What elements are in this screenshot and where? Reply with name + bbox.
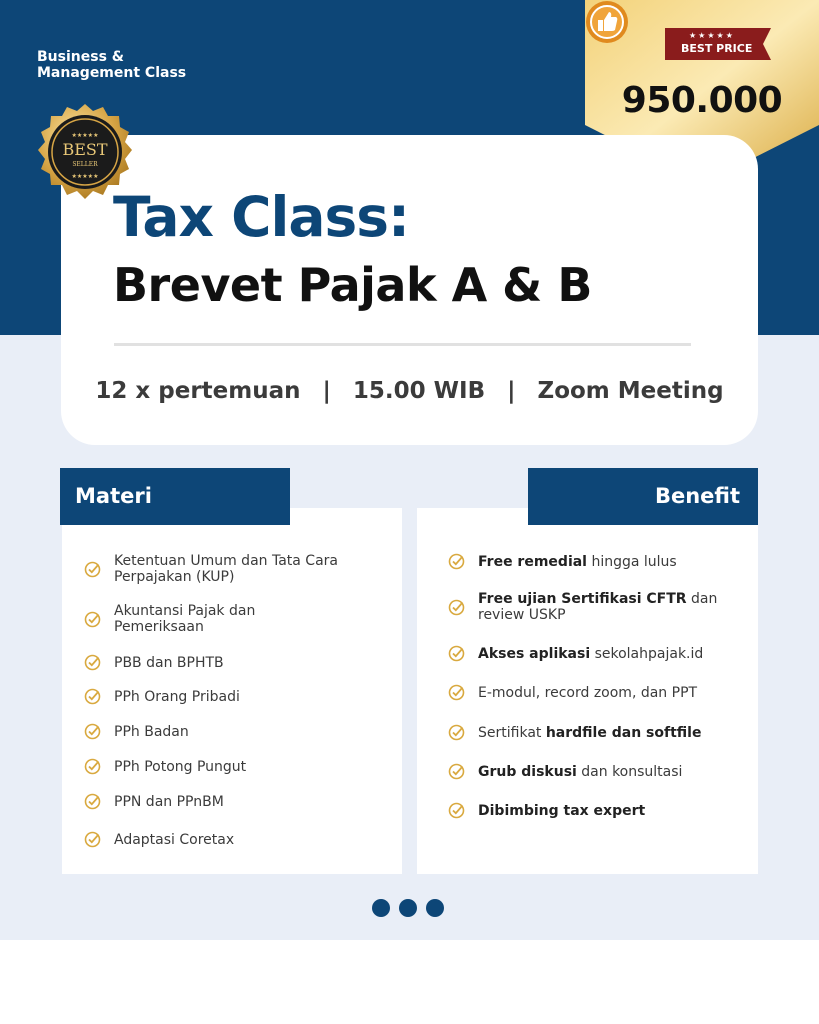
list-item: Grub diskusi dan konsultasi [448,763,748,780]
check-icon [448,763,465,780]
pagination-dot[interactable] [399,899,417,917]
list-item: Free ujian Sertifikasi CFTR dan review USKP [448,591,748,623]
check-icon [84,831,101,848]
check-icon [84,793,101,810]
list-item: Akses aplikasi sekolahpajak.id [448,645,748,662]
list-item: Free remedial hingga lulus [448,553,748,570]
check-icon [448,724,465,741]
divider [114,343,691,346]
best-price-badge: BEST PRICE [681,42,753,55]
pagination-dots [372,899,444,917]
check-icon [84,758,101,775]
svg-text:★★★★★: ★★★★★ [71,173,99,180]
benefit-heading: Benefit [528,468,758,525]
pagination-dot[interactable] [372,899,390,917]
check-icon [448,553,465,570]
check-icon [84,654,101,671]
session-time: 15.00 WIB [352,378,486,404]
list-item: PPh Orang Pribadi [84,688,384,705]
list-item: PPN dan PPnBM [84,793,384,810]
pagination-dot[interactable] [426,899,444,917]
list-item: Ketentuan Umum dan Tata Cara Perpajakan (KUP) [84,553,384,585]
separator: | [507,378,516,404]
list-item: E-modul, record zoom, dan PPT [448,684,748,701]
course-title: Tax Class: [113,185,409,249]
list-item: Adaptasi Coretax [84,831,384,848]
check-icon [448,684,465,701]
list-item: Dibimbing tax expert [448,802,748,819]
sessions-count: 12 x pertemuan [95,378,301,404]
check-icon [84,611,101,628]
list-item: Akuntansi Pajak dan Pemeriksaan [84,603,384,635]
rating-stars: ★★★★★ [689,31,735,40]
course-subtitle: Brevet Pajak A & B [113,258,592,312]
check-icon [448,599,465,616]
check-icon [84,688,101,705]
brand-label: Business & Management Class [37,49,187,81]
list-item: PBB dan BPHTB [84,654,384,671]
svg-text:★★★★★: ★★★★★ [71,132,99,139]
thumbs-up-icon [585,0,629,44]
seal-text-best: BEST [62,140,108,159]
list-item: PPh Badan [84,723,384,740]
materi-heading: Materi [60,468,290,525]
check-icon [84,561,101,578]
platform: Zoom Meeting [537,378,724,404]
schedule-info [61,378,758,404]
check-icon [84,723,101,740]
list-item: PPh Potong Pungut [84,758,384,775]
check-icon [448,802,465,819]
price-value: 950.000 [621,80,783,121]
seal-text-seller: SELLER [72,161,98,168]
list-item: Sertifikat hardfile dan softfile [448,724,748,741]
separator: | [322,378,331,404]
check-icon [448,645,465,662]
